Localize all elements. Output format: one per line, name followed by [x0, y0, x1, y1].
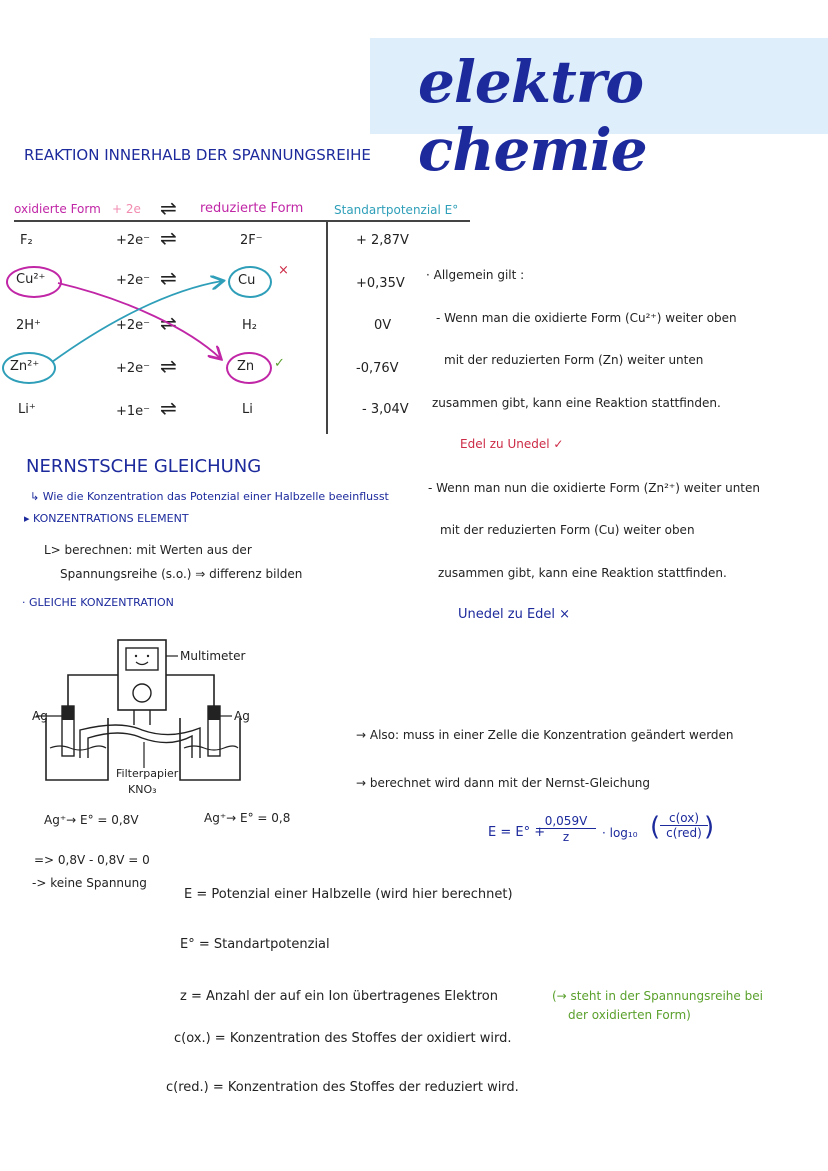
result-edel-unedel: Edel zu Unedel ✓	[460, 437, 564, 451]
row-electrons: +2e⁻	[116, 318, 151, 333]
def-e: E = Potenzial einer Halbzelle (wird hier berechnet)	[184, 887, 513, 902]
multimeter-label: Multimeter	[180, 649, 246, 663]
row-red: H₂	[242, 318, 257, 333]
row-arrow: ⇌	[160, 354, 177, 378]
def-z-note-1: (→ steht in der Spannungsreihe bei	[552, 989, 763, 1003]
def-z: z = Anzahl der auf ein Ion übertragenes Elektron	[180, 989, 499, 1004]
ag-left-label: Ag	[32, 709, 48, 723]
def-e0: E° = Standartpotenzial	[180, 937, 330, 952]
formula-paren-close: )	[704, 812, 715, 842]
header-oxidized: oxidierte Form	[14, 202, 101, 216]
row-arrow: ⇌	[160, 311, 177, 335]
allgemein-line: - Wenn man die oxidierte Form (Cu²⁺) weiter oben	[436, 311, 737, 325]
section-heading-spannungsreihe: REAKTION INNERHALB DER SPANNUNGSREIHE	[24, 146, 371, 164]
also-line-2: → berechnet wird dann mit der Nernst-Gleichung	[356, 776, 651, 790]
beaker-right	[180, 718, 240, 780]
allgemein-line: mit der reduzierten Form (Zn) weiter unten	[444, 353, 704, 367]
page-title: elektro chemie	[418, 48, 647, 184]
check-mark: ✓	[274, 356, 285, 371]
row-electrons: +1e⁻	[116, 404, 151, 419]
header-standard-potential: Standartpotenzial E°	[334, 203, 459, 217]
wrong-mark: ×	[278, 263, 289, 278]
calc-line-1: L> berechnen: mit Werten aus der	[44, 543, 252, 557]
row-potential: + 2,87V	[356, 233, 409, 248]
row-ox: Cu²⁺	[16, 272, 46, 287]
allgemein-line: - Wenn man nun die oxidierte Form (Zn²⁺) weiter unten	[428, 481, 760, 495]
beaker-left	[46, 718, 108, 780]
row-red: 2F⁻	[240, 233, 263, 248]
def-z-note-2: der oxidierten Form)	[568, 1008, 691, 1022]
diagram-result-1: => 0,8V - 0,8V = 0	[34, 853, 150, 867]
arrow-cu-to-zn	[58, 283, 220, 358]
formula-paren-open: (	[650, 812, 661, 842]
multimeter-dial	[133, 684, 151, 702]
allgemein-line: zusammen gibt, kann eine Reaktion stattfinden.	[438, 566, 727, 580]
left-potential: Ag⁺→ E° = 0,8V	[44, 813, 139, 827]
formula-log: · log₁₀	[602, 826, 638, 840]
formula-num: 0,059V	[536, 814, 596, 829]
nernst-subtitle: ↳ Wie die Konzentration das Potenzial einer Halbzelle beeinflusst	[30, 490, 389, 503]
row-potential: - 3,04V	[362, 402, 409, 417]
def-cred: c(red.) = Konzentration des Stoffes der reduziert wird.	[166, 1080, 519, 1095]
formula-lhs: E = E° +	[488, 825, 546, 840]
nernst-heading: NERNSTSCHE GLEICHUNG	[26, 456, 262, 477]
row-arrow: ⇌	[160, 266, 177, 290]
header-equilibrium-arrow: ⇌	[160, 196, 177, 220]
formula-cox: c(ox)	[660, 811, 708, 826]
row-ox: F₂	[20, 233, 33, 248]
row-potential: +0,35V	[356, 276, 405, 291]
row-arrow: ⇌	[160, 396, 177, 420]
arrow-zn-to-cu	[52, 281, 222, 362]
def-cox: c(ox.) = Konzentration des Stoffes der oxidiert wird.	[174, 1031, 512, 1046]
allgemein-intro: · Allgemein gilt :	[426, 268, 525, 282]
row-electrons: +2e⁻	[116, 361, 151, 376]
ag-right-label: Ag	[234, 709, 250, 723]
row-electrons: +2e⁻	[116, 233, 151, 248]
formula-cred: c(red)	[666, 826, 702, 840]
header-reduced: reduzierte Form	[200, 201, 304, 216]
multimeter-screen	[126, 648, 158, 670]
row-red: Cu	[238, 273, 256, 288]
row-arrow: ⇌	[160, 226, 177, 250]
header-plus-electrons: + 2e	[112, 202, 141, 216]
formula-den: z	[562, 830, 570, 844]
row-ox: 2H⁺	[16, 318, 41, 333]
allgemein-line: mit der reduzierten Form (Cu) weiter oben	[440, 523, 695, 537]
row-red: Li	[242, 402, 253, 417]
concentration-element: ▸ KONZENTRATIONS ELEMENT	[24, 512, 189, 525]
kno3-label: KNO₃	[128, 783, 157, 796]
row-potential: -0,76V	[356, 361, 399, 376]
row-ox: Zn²⁺	[10, 359, 40, 374]
row-potential: 0V	[374, 318, 392, 333]
right-potential: Ag⁺→ E° = 0,8	[204, 811, 291, 825]
diagram-result-2: -> keine Spannung	[32, 876, 147, 890]
result-unedel-edel: Unedel zu Edel ×	[458, 607, 571, 622]
salt-bridge	[80, 725, 200, 758]
also-line-1: → Also: muss in einer Zelle die Konzentration geändert werden	[356, 728, 734, 742]
multimeter-body	[118, 640, 166, 710]
row-ox: Li⁺	[18, 402, 36, 417]
calc-line-2: Spannungsreihe (s.o.) ⇒ differenz bilden	[60, 567, 303, 581]
allgemein-line: zusammen gibt, kann eine Reaktion stattfinden.	[432, 396, 721, 410]
filter-paper-label: Filterpapier	[116, 767, 179, 780]
row-red: Zn	[237, 359, 255, 374]
row-electrons: +2e⁻	[116, 273, 151, 288]
same-concentration: · GLEICHE KONZENTRATION	[22, 596, 174, 609]
